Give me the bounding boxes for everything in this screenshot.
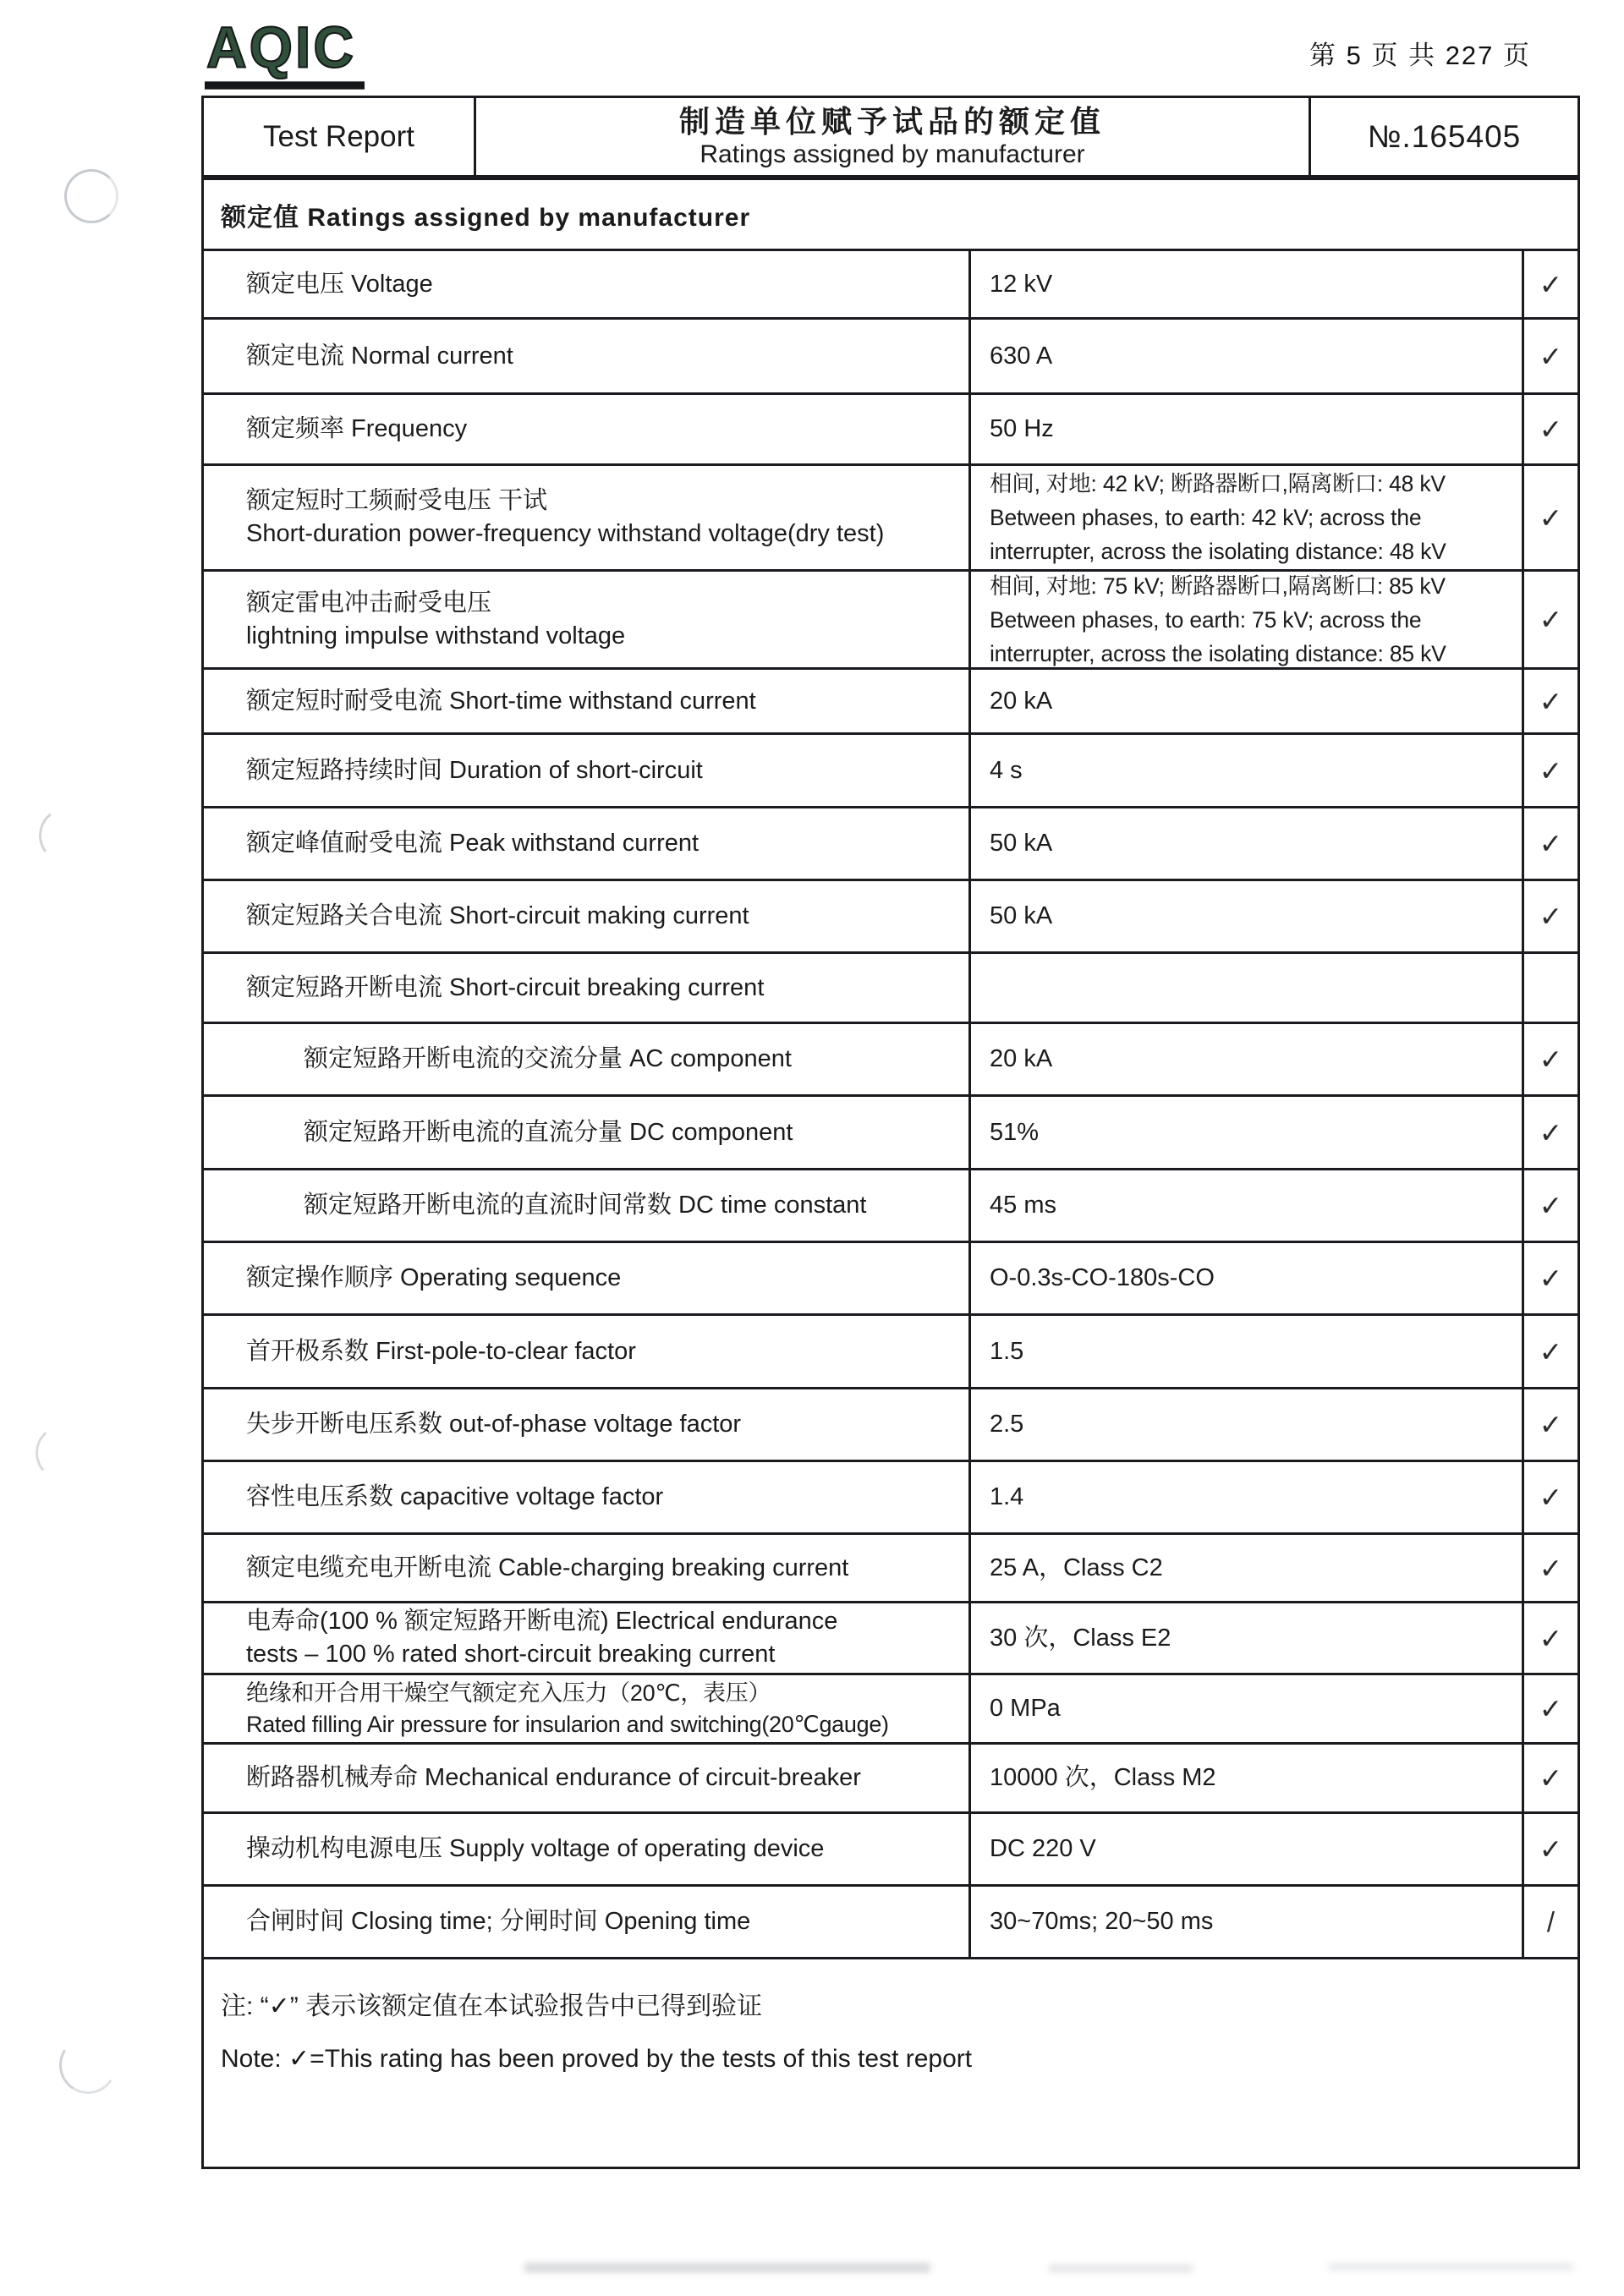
row-value-line: 30~70ms; 20~50 ms (990, 1908, 1214, 1935)
row-check-mark: ✓ (1539, 828, 1563, 859)
row-value-line: 相间, 对地: 42 kV; 断路器断口,隔离断口: 48 kV (990, 471, 1446, 496)
row-value (971, 1462, 1524, 1532)
row-value (971, 320, 1524, 392)
row-label-line: 额定电缆充电开断电流 Cable-charging breaking current (246, 1553, 849, 1581)
table-row (204, 1024, 1577, 1097)
table-row (204, 808, 1577, 881)
row-check-mark: ✓ (1539, 1622, 1563, 1654)
row-check-mark: ✓ (1539, 604, 1563, 635)
table-row (204, 881, 1577, 954)
row-value-line: 2.5 (990, 1411, 1024, 1438)
test-report-label: Test Report (204, 98, 476, 175)
row-value (971, 572, 1524, 667)
row-value (971, 1024, 1524, 1094)
row-value-line: 50 kA (990, 902, 1053, 929)
row-label (204, 881, 971, 951)
report-title-zh: 制造单位赋予试品的额定值 (678, 103, 1106, 139)
row-value-line: 10000 次，Class M2 (990, 1764, 1216, 1791)
row-label (204, 1675, 971, 1742)
row-value (971, 808, 1524, 879)
row-label-line: 额定峰值耐受电流 Peak withstand current (246, 830, 700, 857)
row-label (204, 1603, 971, 1673)
row-label (204, 954, 971, 1022)
table-row (204, 1462, 1577, 1535)
row-label (204, 1745, 971, 1811)
row-label (204, 1316, 971, 1387)
row-check-mark: ✓ (1539, 1762, 1563, 1794)
table-row (204, 1389, 1577, 1462)
row-value (971, 1316, 1524, 1387)
row-label-line: tests – 100 % rated short-circuit breaking current (246, 1641, 776, 1668)
table-row (204, 320, 1577, 395)
row-value-line: interrupter, across the isolating distance: 48 kV (990, 539, 1446, 564)
ratings-table (201, 178, 1580, 2169)
row-value (971, 735, 1524, 806)
row-label (204, 1024, 971, 1094)
row-check-mark: / (1546, 1905, 1555, 1937)
row-check-mark: ✓ (1539, 754, 1563, 786)
row-value (971, 1675, 1524, 1742)
row-label-line: 操动机构电源电压 Supply voltage of operating device (246, 1835, 825, 1862)
row-value (971, 1389, 1524, 1460)
row-check-mark: ✓ (1539, 1263, 1563, 1294)
row-label (204, 735, 971, 806)
footnote (204, 1959, 1577, 2167)
row-value (971, 1814, 1524, 1884)
row-value-line: 30 次，Class E2 (990, 1624, 1171, 1652)
table-row (204, 670, 1577, 735)
hole-punch-mark (36, 804, 99, 868)
row-value-line: Between phases, to earth: 42 kV; across the (990, 505, 1422, 530)
row-label-line: Rated filling Air pressure for insularion and switching(20℃gauge) (246, 1711, 889, 1737)
row-check-mark (1524, 954, 1577, 1022)
row-value-line: 630 A (990, 342, 1053, 370)
row-value (971, 1745, 1524, 1811)
row-check-mark: ✓ (1539, 1482, 1563, 1513)
row-value (971, 1887, 1524, 1957)
table-row (204, 1243, 1577, 1316)
report-number: №.165405 (1367, 118, 1522, 154)
row-check-mark: ✓ (1539, 1335, 1563, 1367)
row-check-mark: ✓ (1539, 901, 1563, 932)
row-label-line: 额定短时工频耐受电压 干试 (246, 487, 548, 514)
row-label (204, 1170, 971, 1241)
row-value-line: 12 kV (990, 270, 1053, 298)
row-label-line: 额定短路开断电流的直流时间常数 DC time constant (304, 1192, 867, 1219)
row-value (971, 670, 1524, 732)
row-label (204, 1887, 971, 1957)
row-value-line: 50 Hz (990, 415, 1054, 442)
table-row (204, 954, 1577, 1024)
row-label (204, 320, 971, 392)
row-value-line: 相间, 对地: 75 kV; 断路器断口,隔离断口: 85 kV (990, 573, 1446, 599)
report-title (476, 98, 1311, 175)
row-label (204, 1462, 971, 1532)
table-row (204, 1675, 1577, 1745)
table-row (204, 735, 1577, 808)
row-label-line: 额定短路开断电流的交流分量 AC component (304, 1045, 792, 1072)
table-row (204, 1745, 1577, 1814)
table-row (204, 1814, 1577, 1887)
table-row (204, 251, 1577, 320)
row-check-mark: ✓ (1539, 685, 1563, 717)
table-row (204, 1535, 1577, 1603)
row-value-line: 51% (990, 1118, 1040, 1146)
row-label-line: 额定短时耐受电流 Short-time withstand current (246, 687, 756, 715)
table-rows (204, 251, 1577, 1959)
footnote-zh: 注: “✓” 表示该额定值在本试验报告中已得到验证 (221, 1992, 763, 2020)
hole-punch-mark (64, 169, 118, 223)
row-check-mark: ✓ (1539, 501, 1563, 534)
row-value-line: 1.5 (990, 1337, 1024, 1365)
scan-smudge (1049, 2265, 1193, 2272)
table-row (204, 1316, 1577, 1389)
row-label-line: 容性电压系数 capacitive voltage factor (246, 1483, 664, 1510)
hole-punch-mark (54, 2031, 123, 2100)
aqic-logo: AQIC (205, 15, 365, 89)
row-value-line: Between phases, to earth: 75 kV; across the (990, 606, 1422, 633)
row-label-line: Short-duration power-frequency withstand voltage(dry test) (246, 520, 885, 547)
row-value-line: DC 220 V (990, 1835, 1096, 1862)
row-label (204, 1389, 971, 1460)
row-value (971, 1243, 1524, 1313)
row-check-mark: ✓ (1539, 1833, 1563, 1865)
row-label-line: 绝缘和开合用干燥空气额定充入压力（20℃，表压） (246, 1680, 771, 1706)
row-label (204, 1535, 971, 1601)
row-label-line: lightning impulse withstand voltage (246, 622, 626, 649)
row-label-line: 额定频率 Frequency (246, 415, 468, 442)
row-value-line: O-0.3s-CO-180s-CO (990, 1264, 1215, 1291)
row-label (204, 1814, 971, 1884)
row-label-line: 首开极系数 First-pole-to-clear factor (246, 1337, 636, 1365)
row-label-line: 额定操作顺序 Operating sequence (246, 1264, 622, 1291)
row-label-line: 额定电流 Normal current (246, 342, 513, 370)
row-value (971, 954, 1524, 1022)
row-label-line: 额定电压 Voltage (246, 270, 433, 298)
row-check-mark: ✓ (1539, 1409, 1563, 1440)
report-title-en: Ratings assigned by manufacturer (700, 140, 1085, 168)
row-check-mark: ✓ (1539, 1044, 1563, 1075)
table-row (204, 395, 1577, 466)
row-value (971, 466, 1524, 569)
row-value-line: 50 kA (990, 830, 1053, 857)
table-row (204, 466, 1577, 572)
row-value (971, 1535, 1524, 1601)
row-value-line: 0 MPa (990, 1695, 1061, 1722)
row-value-line: 20 kA (990, 1045, 1053, 1072)
row-label (204, 670, 971, 732)
row-label-line: 失步开断电压系数 out-of-phase voltage factor (246, 1411, 742, 1438)
row-label-line: 额定短路关合电流 Short-circuit making current (246, 902, 749, 929)
row-label (204, 466, 971, 569)
row-label-line: 额定雷电冲击耐受电压 (246, 589, 492, 616)
row-value (971, 1170, 1524, 1241)
row-check-mark: ✓ (1539, 340, 1563, 372)
page-number: 第 5 页 共 227 页 (1309, 41, 1532, 70)
table-row (204, 572, 1577, 670)
row-value-line: 20 kA (990, 687, 1053, 715)
footnote-en: Note: ✓=This rating has been proved by the tests of this test report (221, 2045, 973, 2073)
table-row (204, 1097, 1577, 1170)
row-value-line: 4 s (990, 756, 1023, 784)
row-check-mark: ✓ (1539, 1552, 1563, 1584)
row-label-line: 额定短路开断电流的直流分量 DC component (304, 1118, 793, 1146)
table-row (204, 1170, 1577, 1243)
report-header (201, 96, 1580, 178)
scan-smudge (524, 2263, 930, 2272)
row-check-mark: ✓ (1539, 414, 1563, 445)
row-value-line: interrupter, across the isolating distance: 85 kV (990, 640, 1446, 666)
row-label-line: 电寿命(100 % 额定短路开断电流) Electrical endurance (246, 1608, 838, 1635)
row-label-line: 合闸时间 Closing time; 分闸时间 Opening time (246, 1908, 751, 1935)
row-value (971, 251, 1524, 317)
row-label (204, 572, 971, 667)
row-check-mark: ✓ (1539, 1693, 1563, 1724)
row-check-mark: ✓ (1539, 1116, 1563, 1148)
section-title: 额定值 Ratings assigned by manufacturer (204, 180, 1577, 251)
hole-punch-mark (34, 1423, 93, 1482)
row-label-line: 断路器机械寿命 Mechanical endurance of circuit-breaker (246, 1764, 861, 1791)
row-value (971, 395, 1524, 463)
row-label-line: 额定短路开断电流 Short-circuit breaking current (246, 973, 765, 1001)
row-value (971, 1097, 1524, 1168)
table-row (204, 1887, 1577, 1959)
row-value (971, 881, 1524, 951)
row-label (204, 395, 971, 463)
scan-smudge (1328, 2263, 1573, 2271)
row-label (204, 1243, 971, 1313)
row-value-line: 25 A，Class C2 (990, 1553, 1163, 1581)
row-label (204, 1097, 971, 1168)
row-label (204, 251, 971, 317)
row-label-line: 额定短路持续时间 Duration of short-circuit (246, 756, 703, 784)
row-check-mark: ✓ (1539, 268, 1563, 300)
row-value-line: 45 ms (990, 1192, 1056, 1219)
row-check-mark: ✓ (1539, 1190, 1563, 1221)
row-value-line: 1.4 (990, 1483, 1024, 1510)
row-label (204, 808, 971, 879)
row-value (971, 1603, 1524, 1673)
table-row (204, 1603, 1577, 1675)
